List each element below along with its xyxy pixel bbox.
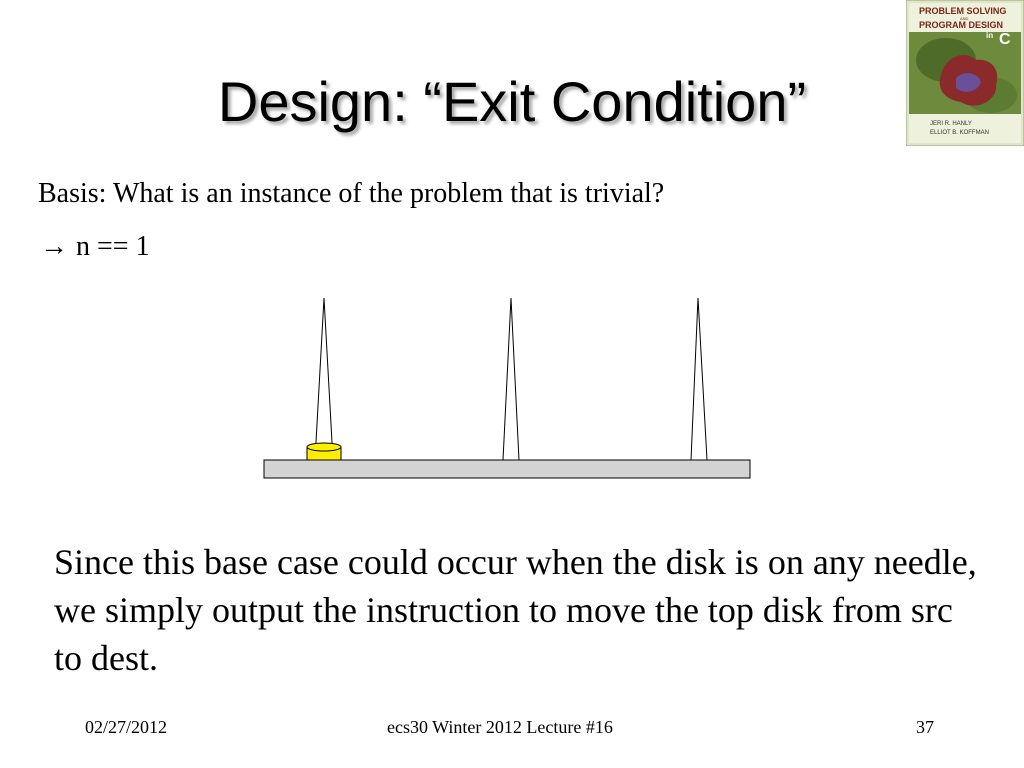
- footer-page-number: 37: [916, 717, 934, 737]
- slide-title: Design: “Exit Condition”: [217, 70, 807, 133]
- book-title-line1: PROBLEM SOLVING: [919, 6, 1007, 16]
- disk: [307, 443, 341, 460]
- needle-middle: [503, 298, 519, 460]
- book-title-line2: AND: [960, 16, 969, 21]
- footer-date: 02/27/2012: [85, 717, 168, 737]
- slide-body-text: Since this base case could occur when the disk is on any needle, we simply output the instruction to move the top disk from src to dest.: [54, 542, 977, 678]
- book-title-line4: in: [986, 31, 994, 40]
- book-author1: JERI R. HANLY: [930, 121, 972, 127]
- towers-of-hanoi-figure: [260, 292, 756, 482]
- needle-left: [315, 298, 333, 460]
- basis-answer: [40, 229, 150, 265]
- needle-base: [264, 460, 750, 478]
- basis-answer-text: n == 1: [76, 231, 150, 262]
- book-author2: ELLIOT B. KOFFMAN: [930, 130, 989, 136]
- footer-course: ecs30 Winter 2012 Lecture #16: [387, 717, 613, 737]
- basis-question: Basis: What is an instance of the problem that is trivial?: [38, 178, 665, 209]
- book-title-line3: PROGRAM DESIGN: [919, 20, 1004, 30]
- right-arrow-icon: →: [40, 231, 68, 262]
- book-title-line5: C: [999, 31, 1011, 48]
- needle-right: [691, 298, 707, 460]
- book-cover-image: [906, 0, 1024, 146]
